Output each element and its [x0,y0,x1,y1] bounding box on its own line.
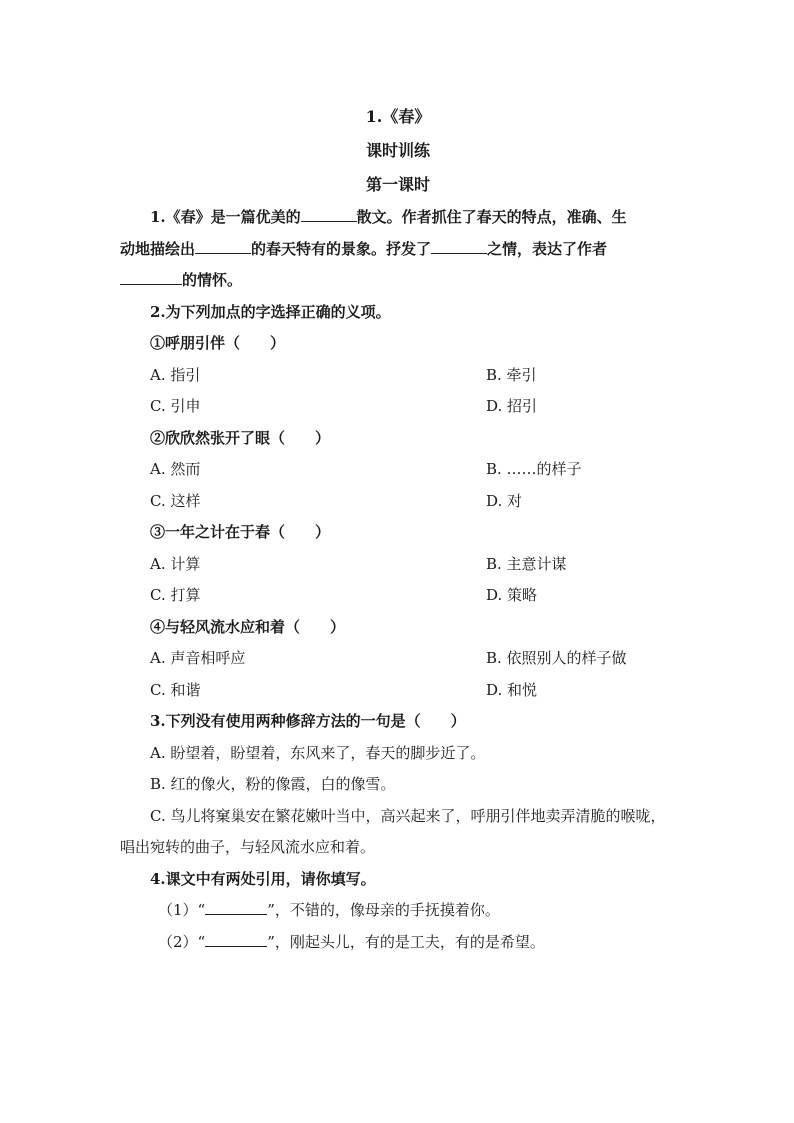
option-c[interactable]: C. 这样 [150,491,201,510]
q2-item-2-options-row-2 [120,486,676,518]
q4-line-2: （2）“ ”，刚起头儿，有的是工夫，有的是希望。 [158,932,545,951]
question-4-title: 4.课文中有两处引用，请你填写。 [150,869,376,888]
question-3-title: 3.下列没有使用两种修辞方法的一句是（ ） [150,712,466,730]
question-1-line-3: 的情怀。 [120,265,676,297]
q2-item-2-options-row-1 [120,454,676,486]
quote-blank-2[interactable] [205,932,267,947]
q2-item-1-options-row-2 [120,391,676,423]
quote-blank-1[interactable] [205,900,267,915]
question-1: 1.《春》是一篇优美的 散文。作者抓住了春天的特点，准确、生 [150,208,627,226]
q2-item-4-options-row-2 [120,675,676,707]
q2-item-2-stem: ②欣欣然张开了眼（ ） [150,428,331,447]
option-d[interactable]: D. 和悦 [486,680,538,699]
worksheet-page [120,100,676,958]
q2-item-1-options-row-1 [120,360,676,392]
option-b[interactable]: B. 牵引 [486,365,537,384]
option-d[interactable]: D. 招引 [486,397,538,415]
option-b[interactable]: B. 主意计谋 [486,554,567,573]
option-a[interactable]: A. 计算 [150,554,201,573]
blank-4[interactable] [120,270,182,285]
q2-item-4-options-row-1 [120,643,676,675]
question-1-line-2: 动地描绘出 的春天特有的景象。抒发了 之情，表达了作者 [120,239,608,258]
q2-item-1-stem: ①呼朋引伴（ ） [150,334,286,352]
option-b[interactable]: B. 依照别人的样子做 [486,649,627,667]
option-d[interactable]: D. 对 [486,491,523,510]
blank-2[interactable] [195,239,251,254]
blank-1[interactable] [301,207,357,222]
q2-item-3-options-row-1 [120,549,676,581]
option-b[interactable]: B. ……的样子 [486,460,582,478]
blank-3[interactable] [431,239,487,254]
option-c[interactable]: C. 打算 [150,586,201,604]
q3-option-c[interactable]: C. 鸟儿将窠巢安在繁花嫩叶当中，高兴起来了，呼朋引伴地卖弄清脆的喉咙，唱出宛转的曲子，与轻风流水应和着。 [120,806,666,856]
q4-line-1: （1）“ ”，不错的，像母亲的手抚摸着你。 [158,901,500,919]
document-title: 1.《春》 [365,107,431,126]
option-d[interactable]: D. 策略 [486,586,538,604]
q2-item-3-options-row-2 [120,580,676,612]
option-c[interactable]: C. 引申 [150,397,201,415]
question-2-title: 2.为下列加点的字选择正确的义项。 [150,302,391,321]
q2-item-3-stem: ③一年之计在于春（ ） [150,523,331,541]
q3-option-b[interactable]: B. 红的像火，粉的像霞，白的像雪。 [150,775,396,793]
option-c[interactable]: C. 和谐 [150,680,201,699]
lesson-heading: 第一课时 [365,175,430,194]
option-a[interactable]: A. 声音相呼应 [150,649,246,667]
option-a[interactable]: A. 指引 [150,365,201,384]
option-a[interactable]: A. 然而 [150,460,201,478]
q2-item-4-stem: ④与轻风流水应和着（ ） [150,617,346,636]
q3-option-a[interactable]: A. 盼望着，盼望着，东风来了，春天的脚步近了。 [150,743,486,762]
document-subtitle: 课时训练 [365,141,430,160]
